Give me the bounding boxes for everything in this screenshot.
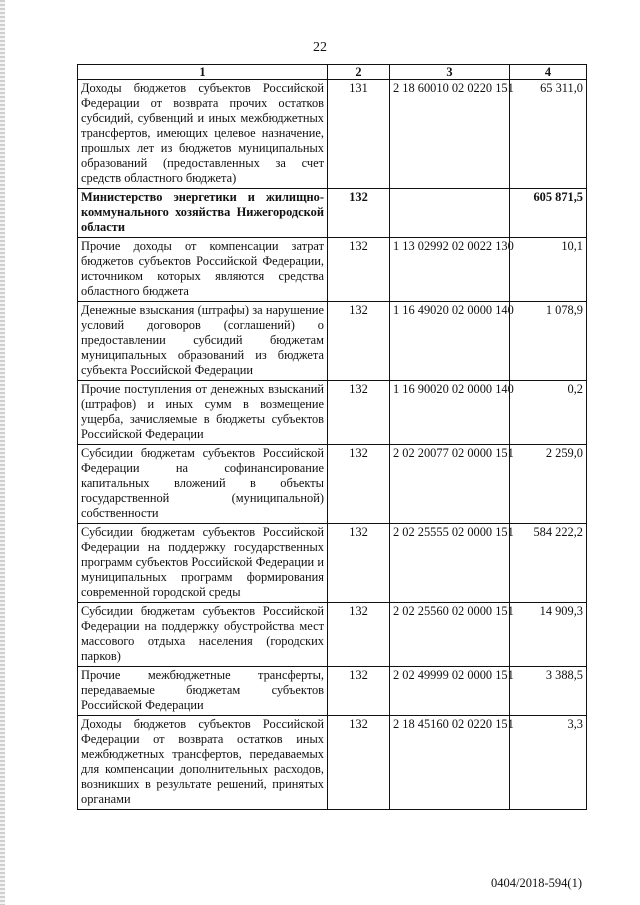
row-amount-cell: 65 311,0 — [510, 80, 587, 189]
column-header: 1 — [78, 65, 328, 80]
column-header: 4 — [510, 65, 587, 80]
table-row — [78, 445, 587, 524]
row-name-cell: Министерство энергетики и жилищно-коммунального хозяйства Нижегородской области — [78, 189, 328, 238]
row-amount-cell: 605 871,5 — [510, 189, 587, 238]
row-name-cell: Доходы бюджетов субъектов Российской Федерации от возврата прочих остатков субсидий, субвенций и иных межбюджетных трансфертов, имеющих целевое назначение, прошлых лет из бюджетов муниципальных образований (предоставленных за счет средств областного бюджета) — [78, 80, 328, 189]
row-amount-cell: 14 909,3 — [510, 603, 587, 667]
table-row — [78, 524, 587, 603]
document-code: 0404/2018-594(1) — [491, 876, 582, 890]
row-amount-cell: 2 259,0 — [510, 445, 587, 524]
row-revenue-code-cell: 2 02 25555 02 0000 151 — [390, 524, 510, 603]
row-revenue-code-cell: 2 02 25560 02 0000 151 — [390, 603, 510, 667]
row-revenue-code-cell: 2 18 45160 02 0220 151 — [390, 716, 510, 810]
row-amount-cell: 3,3 — [510, 716, 587, 810]
row-amount-cell: 3 388,5 — [510, 667, 587, 716]
row-admin-code-cell: 132 — [328, 302, 390, 381]
row-admin-code-cell: 132 — [328, 445, 390, 524]
row-revenue-code-cell: 2 02 49999 02 0000 151 — [390, 667, 510, 716]
header-row — [78, 65, 587, 80]
table-row — [78, 189, 587, 238]
table-row — [78, 302, 587, 381]
row-admin-code-cell: 132 — [328, 381, 390, 445]
table-row — [78, 603, 587, 667]
row-admin-code-cell: 132 — [328, 189, 390, 238]
row-revenue-code-cell: 1 16 49020 02 0000 140 — [390, 302, 510, 381]
row-name-cell: Прочие доходы от компенсации затрат бюджетов субъектов Российской Федерации, источником которых являются средства областного бюджета — [78, 238, 328, 302]
row-name-cell: Субсидии бюджетам субъектов Российской Федерации на софинансирование капитальных вложений в объекты государственной (муниципальной) собственности — [78, 445, 328, 524]
row-admin-code-cell: 132 — [328, 716, 390, 810]
page-number: 22 — [313, 40, 327, 55]
row-name-cell: Прочие межбюджетные трансферты, передаваемые бюджетам субъектов Российской Федерации — [78, 667, 328, 716]
revenue-table — [77, 64, 587, 810]
row-name-cell: Доходы бюджетов субъектов Российской Федерации от возврата остатков иных межбюджетных трансфертов, передаваемых для компенсации дополнительных расходов, возникших в результате решений, принятых органами — [78, 716, 328, 810]
table-row — [78, 716, 587, 810]
table-row — [78, 80, 587, 189]
table-row — [78, 667, 587, 716]
row-name-cell: Прочие поступления от денежных взысканий (штрафов) и иных сумм в возмещение ущерба, зачисляемые в бюджеты субъектов Российской Федерации — [78, 381, 328, 445]
row-admin-code-cell: 132 — [328, 667, 390, 716]
row-name-cell: Субсидии бюджетам субъектов Российской Федерации на поддержку государственных программ субъектов Российской Федерации и муниципальных программ формирования современной городской среды — [78, 524, 328, 603]
column-header: 3 — [390, 65, 510, 80]
row-revenue-code-cell: 1 13 02992 02 0022 130 — [390, 238, 510, 302]
row-amount-cell: 10,1 — [510, 238, 587, 302]
scan-edge — [0, 0, 5, 905]
row-revenue-code-cell — [390, 189, 510, 238]
table-row — [78, 381, 587, 445]
row-revenue-code-cell: 1 16 90020 02 0000 140 — [390, 381, 510, 445]
row-amount-cell: 1 078,9 — [510, 302, 587, 381]
row-amount-cell: 584 222,2 — [510, 524, 587, 603]
row-revenue-code-cell: 2 18 60010 02 0220 151 — [390, 80, 510, 189]
row-name-cell: Денежные взыскания (штрафы) за нарушение условий договоров (соглашений) о предоставлении субсидий бюджетам муниципальных образований из бюджета субъекта Российской Федерации — [78, 302, 328, 381]
row-name-cell: Субсидии бюджетам субъектов Российской Федерации на поддержку обустройства мест массового отдыха населения (городских парков) — [78, 603, 328, 667]
row-admin-code-cell: 132 — [328, 603, 390, 667]
row-admin-code-cell: 132 — [328, 524, 390, 603]
row-admin-code-cell: 132 — [328, 238, 390, 302]
row-amount-cell: 0,2 — [510, 381, 587, 445]
column-header: 2 — [328, 65, 390, 80]
table-row — [78, 238, 587, 302]
row-revenue-code-cell: 2 02 20077 02 0000 151 — [390, 445, 510, 524]
row-admin-code-cell: 131 — [328, 80, 390, 189]
